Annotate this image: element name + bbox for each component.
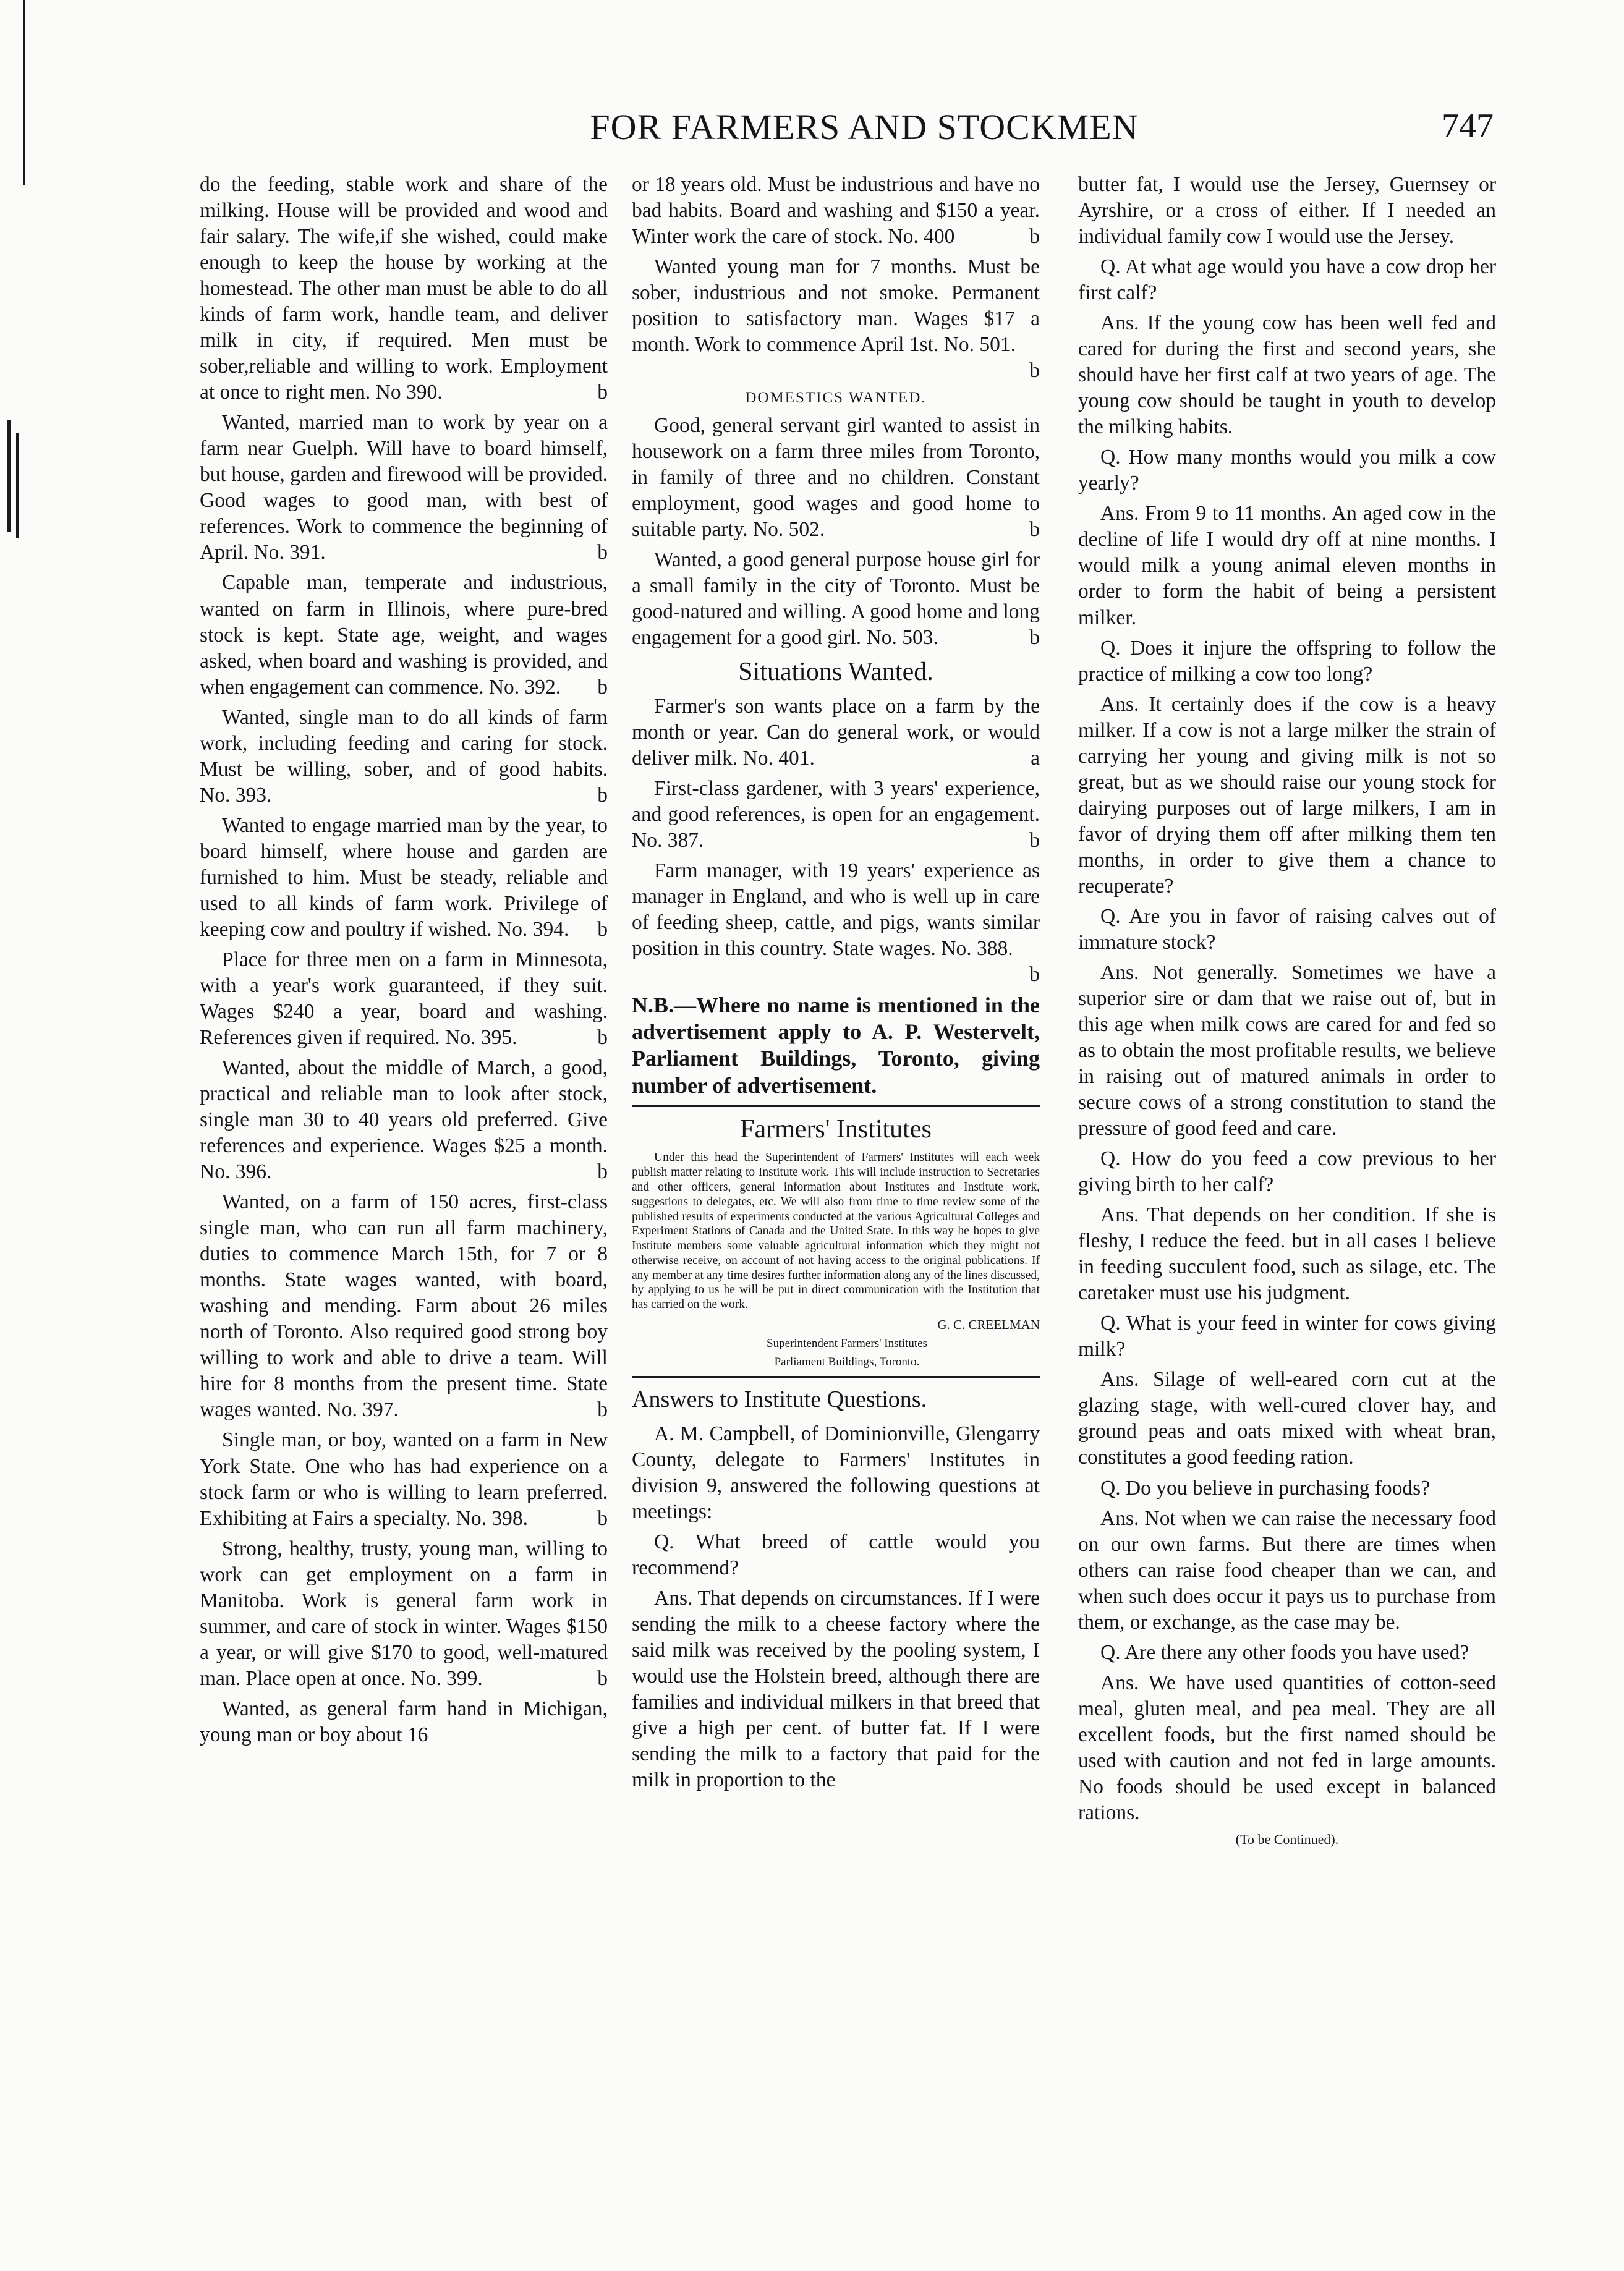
situations-heading: Situations Wanted. xyxy=(738,657,933,686)
ad-number: No. 398. xyxy=(456,1506,528,1530)
continued-note: (To be Continued). xyxy=(1235,1831,1339,1847)
ad-code: b xyxy=(597,675,608,698)
qa-paragraph: Q. Are you in favor of raising calves out of immature stock? xyxy=(1078,904,1496,954)
ad-number: No. 396. xyxy=(200,1160,272,1184)
ad-text: Farm manager, with 19 years' experience as manager in England, and who is well up in care of feeding sheep, cattle, and pigs, wants similar position in this country. State wages. xyxy=(632,859,1040,960)
page-number: 747 xyxy=(1442,107,1494,145)
column-2 xyxy=(632,172,1040,1798)
qa-paragraph: Ans. From 9 to 11 months. An aged cow in the decline of life I would dry off at nine months. I would milk a young animal eleven months in order to form the habit of being a persistent milker. xyxy=(1078,502,1496,629)
scan-edge-mark xyxy=(16,433,19,538)
ad-code: b xyxy=(597,1506,608,1530)
ad-code: b xyxy=(597,1026,608,1049)
qa-paragraph: Q. How do you feed a cow previous to her giving birth to her calf? xyxy=(1078,1147,1496,1197)
qa-paragraph: Ans. Not generally. Sometimes we have a superior sire or dam that we raise out of, but in this age when milk cows are cared for and fed so as to obtain the most profitable results, we believe in raising out of matured animals in order to secure cows of a strong constitution to stand the pressure of good feed and care. xyxy=(1078,961,1496,1140)
ad-code: a xyxy=(1031,746,1040,770)
ad-paragraph xyxy=(200,1055,608,1185)
ad-text: Wanted, about the middle of March, a good, practical and reliable man to look after stock, single man 30 to 40 years old preferred. Give references and experience. Wages $25 a month. xyxy=(200,1056,608,1158)
ads-continued xyxy=(632,172,1040,384)
ad-code: b xyxy=(1029,962,1040,986)
qa-paragraph: Q. How many months would you milk a cow yearly? xyxy=(1078,446,1496,495)
section-rule xyxy=(632,1105,1040,1107)
ad-code: b xyxy=(597,917,608,941)
ad-number: No 390. xyxy=(375,381,443,404)
ad-text: Farmer's son wants place on a farm by the month or year. Can do general work, or would deliver milk. xyxy=(632,694,1040,770)
ad-text: Place for three men on a farm in Minnesota, with a year's work guaranteed, if they suit. Wages $240 a year, board and washing. References given if required. xyxy=(200,948,608,1049)
nb-note: N.B.—Where no name is mentioned in the advertisement apply to A. P. Westervelt, Parliament Buildings, Toronto, giving number of advertisement. xyxy=(632,992,1040,1098)
situations-ads xyxy=(632,694,1040,988)
ad-paragraph xyxy=(632,547,1040,651)
ad-paragraph xyxy=(200,1189,608,1423)
ad-text: Wanted, on a farm of 150 acres, first-class single man, who can run all farm machinery, duties to commence March 15th, for 7 or 8 months. State wages wanted, with board, washing and mending. Farm about 26 miles north of Toronto. Also required good strong boy willing to work and able to drive a team. Will hire for 8 months from the present time. State wages wanted. xyxy=(200,1191,608,1422)
signature-address: Parliament Buildings, Toronto. xyxy=(774,1356,920,1369)
answer-paragraph: Q. What breed of cattle would you recommend? xyxy=(632,1530,1040,1579)
ad-code: b xyxy=(597,783,608,807)
ad-paragraph xyxy=(632,776,1040,854)
ad-text: Strong, healthy, trusty, young man, willing to work can get employment on a farm in Manitoba. Work is general farm work in summer, and care of stock in winter. Wages $150 a year, or will give $170 to good, well-matured man. Place open at once. xyxy=(200,1537,608,1690)
ad-number: No. 400 xyxy=(888,225,955,248)
qa-paragraph: Q. At what age would you have a cow drop her first calf? xyxy=(1078,255,1496,305)
signature-name: G. C. CREELMAN xyxy=(937,1317,1040,1332)
domestics-ads xyxy=(632,413,1040,651)
ad-code: b xyxy=(1029,517,1040,541)
ad-paragraph xyxy=(632,254,1040,384)
ad-text: Wanted, a good general purpose house girl for a small family in the city of Toronto. Must be good-natured and willing. A good home and long engagement for a good girl. xyxy=(632,548,1040,649)
ad-paragraph xyxy=(200,947,608,1051)
ad-number: No. 387. xyxy=(632,828,704,852)
ad-text: Capable man, temperate and industrious, wanted on farm in Illinois, where pure-bred stock is kept. State age, weight, and wages asked, when board and washing is provided, and when engagement can commence. xyxy=(200,571,608,698)
ad-number: No. 388. xyxy=(941,936,1013,960)
ad-text: First-class gardener, with 3 years' experience, and good references, is open for an engagement. xyxy=(632,776,1040,826)
ad-number: No. 393. xyxy=(200,783,272,807)
ad-code: b xyxy=(597,381,608,404)
ad-paragraph xyxy=(200,410,608,566)
ad-code: b xyxy=(597,1160,608,1184)
qa-paragraph: Q. What is your feed in winter for cows giving milk? xyxy=(1078,1312,1496,1361)
qa-paragraph: Ans. It certainly does if the cow is a heavy milker. If a cow is not a large milker the strain of carrying her young and giving milk is not so great, but as we should raise our young stock for dairying purposes out of large milkers, I am in favor of drying them off after milking them ten months, in order to give them a chance to recuperate? xyxy=(1078,692,1496,898)
running-title: FOR FARMERS AND STOCKMEN xyxy=(590,107,1139,147)
section-rule xyxy=(632,1376,1040,1378)
domestics-heading: DOMESTICS WANTED. xyxy=(745,389,927,407)
ad-paragraph xyxy=(200,1427,608,1531)
qa-paragraph: Ans. Silage of well-eared corn cut at the glazing stage, with well-cured clover hay, and ground peas and oats mixed with wheat bran, constitutes a good feeding ration. xyxy=(1078,1368,1496,1469)
qa-paragraph: Ans. Not when we can raise the necessary food on our own farms. But there are times when others can raise food cheaper than we can, and when such does occur it pays us to purchase from them, or exchange, as the case may be. xyxy=(1078,1506,1496,1634)
ad-number: No. 391. xyxy=(253,541,326,564)
ad-number: No. 502. xyxy=(752,517,825,541)
ad-text: Wanted, single man to do all kinds of farm work, including feeding and caring for stock. Must be willing, sober, and of good habits. xyxy=(200,705,608,781)
qa-continued xyxy=(1078,172,1496,1826)
ad-paragraph xyxy=(200,705,608,809)
ad-paragraph xyxy=(200,570,608,700)
qa-paragraph: Q. Are there any other foods you have used? xyxy=(1100,1641,1469,1664)
answer-paragraph: Ans. That depends on circumstances. If I were sending the milk to a cheese factory where the said milk was received by the pooling system, I would use the Holstein breed, although there are families and individual milkers in that breed that give a high per cent. of butter fat. If I were sending the milk to a factory that paid for the milk in proportion to the xyxy=(632,1586,1040,1792)
ad-text: or 18 years old. Must be industrious and have no bad habits. Board and washing and $150 a year. Winter work the care of stock. xyxy=(632,173,1040,248)
scan-edge-mark xyxy=(7,420,11,532)
institutes-notice: Under this head the Superintendent of Farmers' Institutes will each week publish matter relating to Institute work. This will include instruction to Secretaries and other officers, general information about Institutes and Institute work, suggestions to delegates, etc. We will also from time to time review some of the published results of experiments conducted at the various Agricultural Colleges and Experiment Stations of Canada and the United State. In this way he hopes to give Institute members some valuable agricultural information which they might not otherwise receive, on account of not having access to the original publications. If any member at any time desires further information along any of the lines discussed, by applying to us he will be put in direct communication with the Institution that has carried on the work. xyxy=(632,1151,1040,1312)
ad-number: No. 501. xyxy=(943,333,1016,357)
ad-code: b xyxy=(1029,626,1040,649)
ad-paragraph xyxy=(200,1696,608,1748)
ad-number: No. 401. xyxy=(742,746,815,770)
ad-number: No. 395. xyxy=(445,1026,517,1049)
ad-number: No. 503. xyxy=(866,626,938,649)
ad-code: b xyxy=(597,1398,608,1422)
signature-title: Superintendent Farmers' Institutes xyxy=(767,1337,927,1351)
answers-intro xyxy=(632,1421,1040,1793)
ad-paragraph xyxy=(200,1536,608,1692)
ad-number: No. 392. xyxy=(488,675,561,698)
ad-number: No. 399. xyxy=(410,1666,483,1690)
qa-paragraph: Ans. That depends on her condition. If she is fleshy, I reduce the feed. but in all cases I believe in feeding succulent food, such as silage, etc. The caretaker must use his judgment. xyxy=(1078,1203,1496,1305)
ad-paragraph xyxy=(632,413,1040,543)
ad-paragraph xyxy=(632,694,1040,771)
ad-paragraph xyxy=(200,813,608,943)
ad-text: Single man, or boy, wanted on a farm in New York State. One who has had experience on a stock farm or who is willing to learn preferred. Exhibiting at Fairs a specialty. xyxy=(200,1428,608,1530)
qa-paragraph: butter fat, I would use the Jersey, Guernsey or Ayrshire, or a cross of either. If I needed an individual family cow I would use the Jersey. xyxy=(1078,173,1496,248)
column-3 xyxy=(1078,172,1496,1848)
column-1 xyxy=(200,172,608,1752)
ad-text: Wanted to engage married man by the year, to board himself, where house and garden are furnished to him. Must be steady, reliable and used to all kinds of farm work. Privilege of keeping cow and poultry if wished. xyxy=(200,813,608,941)
ad-number: No. 397. xyxy=(326,1398,399,1422)
answer-paragraph: A. M. Campbell, of Dominionville, Glengarry County, delegate to Farmers' Institutes in division 9, answered the following questions at meetings: xyxy=(632,1422,1040,1523)
scan-edge-mark xyxy=(23,0,25,185)
institutes-heading: Farmers' Institutes xyxy=(740,1114,932,1144)
qa-paragraph: Ans. We have used quantities of cotton-seed meal, gluten meal, and pea meal. They are all excellent foods, but the first named should be used with caution and not fed in large amounts. No foods should be used except in balanced rations. xyxy=(1078,1671,1496,1824)
ad-paragraph xyxy=(200,172,608,405)
ad-code: b xyxy=(1029,225,1040,248)
ad-text: do the feeding, stable work and share of the milking. House will be provided and wood and fair salary. The wife,if she wished, could make enough to keep the house by working at the homestead. The other man must be able to do all kinds of farm work, handle team, and deliver milk in city, if required. Men must be sober,reliable and willing to work. Employment at once to right men. xyxy=(200,173,608,404)
qa-paragraph: Q. Do you believe in purchasing foods? xyxy=(1100,1476,1431,1500)
ad-number: No. 394. xyxy=(497,917,569,941)
ad-code: b xyxy=(597,541,608,564)
qa-paragraph: Q. Does it injure the offspring to follow the practice of milking a cow too long? xyxy=(1078,636,1496,686)
ad-code: b xyxy=(1029,359,1040,383)
ad-text: Wanted, married man to work by year on a farm near Guelph. Will have to board himself, but house, garden and firewood will be provided. Good wages to good man, with best of references. Work to commence the beginning of April. xyxy=(200,411,608,564)
ad-text: Wanted young man for 7 months. Must be sober, industrious and not smoke. Permanent position to satisfactory man. Wages $17 a month. Work to commence April 1st. xyxy=(632,255,1040,357)
answers-heading: Answers to Institute Questions. xyxy=(632,1386,927,1412)
ad-code: b xyxy=(597,1666,608,1690)
ad-paragraph xyxy=(632,858,1040,988)
ad-code: b xyxy=(1029,828,1040,852)
ad-paragraph xyxy=(632,172,1040,250)
qa-paragraph: Ans. If the young cow has been well fed and cared for during the first and second years, she should have her first calf at two years of age. The young cow should be taught in youth to develop the milking habits. xyxy=(1078,312,1496,439)
page-header xyxy=(197,106,1494,156)
ad-text: Good, general servant girl wanted to assist in housework on a farm three miles from Toronto, in family of three and no children. Constant employment, good wages and good home to suitable party. xyxy=(632,414,1040,541)
ad-text: Wanted, as general farm hand in Michigan, young man or boy about 16 xyxy=(200,1697,608,1746)
